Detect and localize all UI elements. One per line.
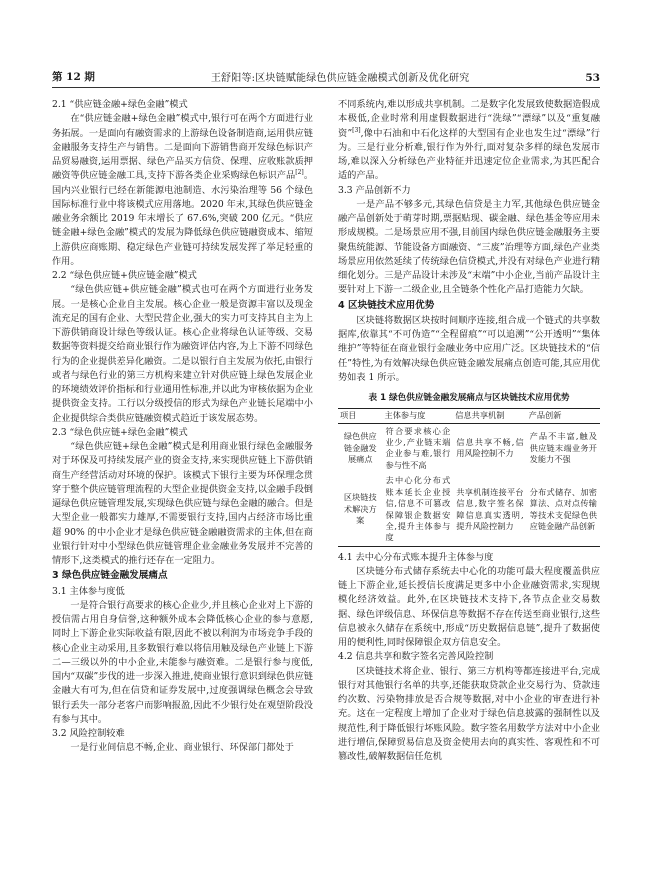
left-column: [52, 98, 313, 858]
citation-2: [2]: [295, 169, 304, 177]
section-3-1-paragraph: 一是符合银行高要求的核心企业少,并且核心企业对上下游的授信需占用自身信誉,这种额外成本会降低核心企业的参与意愿,同时上下游企业实际收益有限,因此不被以利润为市场竞争手段的核心企业主动采用,且多数银行难以将信用触及绿色产业链上下游二—三级以外的中小企业,未能参与融资难。二是银行参与度低,国内“双碳”步伐的进一步深入推进,使商业银行意识到绿色供应链金融大有可为,但在信贷和证券发展中,过度强调绿色概念会导致银行丢失一部分老客户而影响报盈,因此不少银行处在观望阶段没有参与其中。: [52, 599, 313, 725]
section-2-1-heading: 2.1 “供应链金融+绿色金融”模式: [52, 99, 188, 110]
table-row: [338, 473, 600, 546]
right-column: [338, 98, 600, 858]
table-cell: 去中心化分布式账本延长企业授信,信息不可篡改保障银企数据安全,提升主体参与度: [383, 473, 454, 546]
citation-3: [3]: [352, 126, 361, 134]
section-2-2-paragraph: “绿色供应链+供应链金融”模式也可在两个方面进行业务发展。一是核心企业自主发展。核心企业一般是资源丰富以及现金流充足的国有企业、大型民营企业,强大的实力可支持其自主为上下游供销商设计绿色等级认证。核心企业将绿色认证等级、交易数据等资料提交给商业银行作为融资评估内容,为上下游不同绿色行为的企业提供差异化融资。二是以银行自主发展为依托,由银行或者与绿色行业的第三方机构来建立针对供应链上绿色发展企业的环境绩效评价指标和行业通用性标准,并以此为审核依据为企业提供资金支持。工行以分级授信的形式为绿色产业链长尾端中小企业提供综合类供应链融资模式趋近于该发展态势。: [52, 284, 313, 424]
table-header-cell: 产品创新: [527, 409, 600, 423]
running-title: 王舒阳等:区块链赋能绿色供应链金融模式创新及优化研究: [210, 73, 470, 84]
section-3-3-heading: 3.3 产品创新不力: [338, 184, 411, 196]
table-1-caption: 表 1 绿色供应链金融发展痛点与区块链技术应用优势: [368, 393, 570, 403]
table-row: [338, 423, 600, 473]
running-header: [52, 66, 600, 88]
table-header-cell: 主体参与度: [383, 409, 454, 423]
continued-paragraph: 不同系统内,难以形成共享机制。二是数字化发展致使数据造假成本极低,企业时常利用虚假数据进行“洗绿”“漂绿”以及“重复融资”[3],像中石油和中石化这样的大型国有企业也发生过“漂绿”行为。三是行业分析难,银行作为外行,面对复杂多样的绿色发展市场,难以深入分析绿色产业特征并迅速定位企业需求,为其匹配合适的产品。: [338, 99, 600, 182]
section-2-3-paragraph: “绿色供应链+绿色金融”模式是利用商业银行绿色金融服务对于环保及可持续发展产业的资金支持,来实现供应链上下游供销商生产经营活动对环境的保护。该模式下银行主要为环保理念贯穿于整个供应链管理流程的大型企业提供资金支持,以金融手段倒逼绿色供应链管理发展,实现绿色供应链与绿色金融的融合。但是大型企业一般都实力雄厚,不需要银行支持,国内占经济市场比重超 90% 的中小企业才是绿色供应链金融融资需求的主体,但在商业银行针对中小型绿色供应链管理企业金融业务发展并不完善的情形下,这类模式的推行还存在一定阻力。: [52, 441, 313, 566]
section-2-1-paragraph: 在“供应链金融+绿色金融”模式中,银行可在两个方面进行业务拓展。一是面向有融资需求的上游绿色设备制造商,运用供应链金融服务支持生产与销售。二是面向下游销售商开发绿色标识产品贸易融资,运用票据、绿色产品买方信贷、保理、应收账款质押融资等供应链金融工具,支持下游各类企业采购绿色标识产品[2]。国内兴业银行已经在新能源电池制造、水污染治理等 56 个绿色国际标准行业中将该模式应用落地。2020 年末,其绿色供应链金融业务余额比 2019 年末增长了 67.6%,突破 200 亿元。“供应链金融+绿色金融”模式的发展为降低绿色供应链融资成本、缩短上游供应商账期、稳定绿色产业链可持续发展发挥了举足轻重的作用。: [52, 113, 313, 267]
issue-number: 第 12 期: [52, 71, 95, 83]
table-cell: 区块链技术解决方案: [338, 473, 383, 546]
section-4-1-paragraph: 区块链分布式储存系统去中心化的功能可最大程度覆盖供应链上下游企业,延长授信长度满足更多中小企业融资需求,实现规模化经济效益。此外,在区块链技术支持下,各节点企业交易数据、绿色评级信息、环保信息等数据不存在传送至商业银行,这些信息被永久储存在系统中,形成“历史数据信息链”,提升了数据使用的便利性,同时保障银企双方信息安全。: [338, 565, 600, 649]
table-cell: 绿色供应链金融发展痛点: [343, 431, 377, 465]
section-4-paragraph: 区块链将数据区块按时间顺序连接,组合成一个链式的共享数据库,依靠其“不可伪造”“全程留痕”“可以追溯”“公开透明”“集体维护”等特征在商业银行金融业务中应用广泛。区块链技术的“信任”特性,为有效解决绿色供应链金融发展痛点创造可能,其应用优势如表 1 所示。: [338, 314, 600, 383]
table-header-cell: 项目: [338, 409, 383, 423]
table-cell: 信息共享不畅,信用风险控制不力: [456, 437, 524, 459]
section-3-heading: 3 绿色供应链金融发展痛点: [52, 570, 168, 582]
section-3-2-paragraph: 一是行业间信息不畅,企业、商业银行、环保部门都处于: [70, 742, 294, 754]
section-4-1-heading: 4.1 去中心分布式账本提升主体参与度: [338, 551, 494, 563]
section-3-1-heading: 3.1 主体参与度低: [52, 585, 125, 597]
table-cell: 分布式储存、加密算法、点对点传输等技术支促绿色供应链金融产品创新: [527, 473, 600, 546]
table-header-cell: 信息共享机制: [453, 409, 526, 423]
table-cell: 共享机制连接平台信息,数字签名保障信息真实透明,提升风险控制力: [453, 473, 526, 546]
section-3-2-heading: 3.2 风险控制较难: [52, 728, 125, 739]
section-4-2-heading: 4.2 信息共享和数字签名完善风险控制: [338, 651, 494, 663]
section-2-2-heading: 2.2 “绿色供应链+供应链金融”模式: [52, 270, 197, 281]
table-cell: 符合要求核心企业少,产业链末端企业参与难,银行参与性不高: [385, 425, 451, 470]
table-header-row: [338, 409, 600, 423]
section-2-3-heading: 2.3 “绿色供应链+绿色金融”模式: [52, 426, 188, 438]
table-cell: 产品不丰富,触及供应链末端业务开发能力不强: [529, 431, 597, 465]
section-3-3-paragraph: 一是产品不够多元,其绿色信贷是主力军,其他绿色供应链金融产品创新处于萌芽时期,票据贴现、碳金融、绿色基金等应用未形成规模。二是场景应用不强,目前国内绿色供应链金融服务主要聚焦统能源、节能设备方面融资、“三废”治理等方面,绿色产业类场景应用依然延续了传统绿色信贷模式,并没有对绿色产业进行精细化划分。三是产品设计未涉及“末端”中小企业,当前产品设计主要针对上下游一二级企业,且全链条个性化产品打造能力欠缺。: [338, 198, 600, 296]
page-number: 53: [585, 72, 600, 84]
table-1: [338, 408, 600, 546]
section-4-heading: 4 区块链技术应用优势: [338, 299, 435, 311]
section-4-2-paragraph: 区块链技术将企业、银行、第三方机构等都连接进平台,完成银行对其他银行名单的共享,还能获取贷款企业交易行为、贷款违约次数、污染物排放是否合规等数据,对中小企业的审查进行补充。这在一定程度上增加了企业对于绿色信息披露的强制性以及规范性,利于降低银行坏账风险。数字签名用数学方法对中小企业进行增信,保障贸易信息及资金使用去向的真实性、客观性和不可篡改性,破解数据信任危机: [338, 665, 600, 763]
